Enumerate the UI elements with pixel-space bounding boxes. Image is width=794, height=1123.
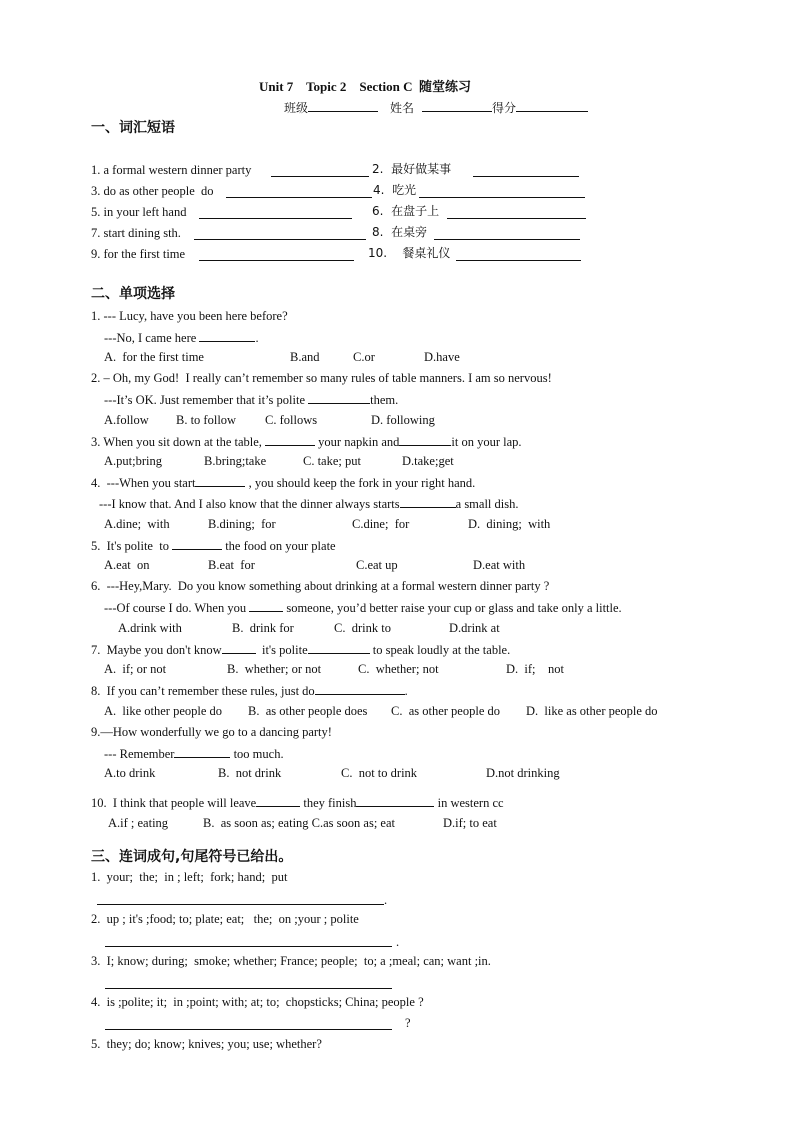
question-4-option-a[interactable]: A.dine; with — [104, 517, 170, 531]
question-1-prompt: 1. --- Lucy, have you been here before? — [91, 309, 288, 323]
question-7-blank-1[interactable] — [222, 642, 256, 654]
question-4-blank-1[interactable] — [195, 475, 245, 487]
ordering-answer-1[interactable] — [97, 904, 384, 905]
section-vocab-heading: 一、词汇短语 — [91, 120, 175, 136]
question-2-option-c[interactable]: C. follows — [265, 413, 318, 427]
question-10-blank-1[interactable] — [256, 795, 300, 807]
vocab-blank-2[interactable] — [473, 176, 579, 177]
question-5-option-b[interactable]: B.eat for — [208, 558, 255, 572]
ordering-item-4: 4. is ;polite; it; in ;point; with; at; to; chopsticks; China; people ? — [91, 995, 424, 1009]
ordering-answer-3[interactable] — [105, 988, 392, 989]
vocab-item-1: 1. a formal western dinner party — [91, 163, 252, 177]
ordering-item-5: 5. they; do; know; knives; you; use; whether? — [91, 1037, 322, 1051]
question-7-option-d[interactable]: D. if; not — [506, 662, 564, 676]
ordering-end-2: . — [396, 935, 400, 949]
question-1-option-c[interactable]: C.or — [353, 350, 375, 364]
section-choice-heading: 二、单项选择 — [91, 286, 175, 302]
vocab-item-8: 8. 在桌旁 — [372, 225, 428, 239]
question-6-option-d[interactable]: D.drink at — [449, 621, 500, 635]
question-8-option-c[interactable]: C. as other people do — [391, 704, 501, 718]
score-label: 得分 — [492, 101, 517, 115]
question-5-option-d[interactable]: D.eat with — [473, 558, 526, 572]
question-3-option-c[interactable]: C. take; put — [303, 454, 361, 468]
question-8-option-d[interactable]: D. like as other people do — [526, 704, 658, 718]
question-9-blank[interactable] — [174, 746, 230, 758]
question-1-option-d[interactable]: D.have — [424, 350, 460, 364]
question-1-option-b[interactable]: B.and — [290, 350, 320, 364]
question-4-option-c[interactable]: C.dine; for — [352, 517, 410, 531]
question-9-option-d[interactable]: D.not drinking — [486, 766, 560, 780]
question-6-prompt: 6. ---Hey,Mary. Do you know something about drinking at a formal western dinner party ? — [91, 579, 550, 593]
vocab-blank-1[interactable] — [271, 176, 369, 177]
question-2-prompt: 2. – Oh, my God! I really can’t remember so many rules of table manners. I am so nervous! — [91, 371, 552, 385]
vocab-blank-8[interactable] — [434, 239, 580, 240]
vocab-blank-9[interactable] — [199, 260, 354, 261]
question-6-reply: ---Of course I do. When you someone, you’d better raise your cup or glass and take only a little. — [104, 601, 622, 615]
question-4-prompt: 4. ---When you start , you should keep the fork in your right hand. — [91, 476, 476, 490]
question-8-blank[interactable] — [315, 683, 405, 695]
score-field[interactable] — [516, 100, 588, 112]
question-9-prompt: 9.—How wonderfully we go to a dancing party! — [91, 725, 332, 739]
question-2-option-b[interactable]: B. to follow — [176, 413, 237, 427]
question-2-blank[interactable] — [308, 392, 370, 404]
question-7-option-b[interactable]: B. whether; or not — [227, 662, 322, 676]
name-label: 姓名 — [390, 101, 415, 115]
question-6-option-c[interactable]: C. drink to — [334, 621, 391, 635]
question-4-option-b[interactable]: B.dining; for — [208, 517, 276, 531]
question-2-option-d[interactable]: D. following — [371, 413, 435, 427]
vocab-item-3: 3. do as other people do — [91, 184, 214, 198]
ordering-item-2: 2. up ; it's ;food; to; plate; eat; the; on ;your ; polite — [91, 912, 359, 926]
vocab-item-7: 7. start dining sth. — [91, 226, 181, 240]
question-2-reply: ---It’s OK. Just remember that it’s polite them. — [104, 393, 399, 407]
ordering-answer-4[interactable] — [105, 1029, 392, 1030]
page-title: Unit 7 Topic 2 Section C 随堂练习 — [259, 79, 471, 94]
question-5-option-a[interactable]: A.eat on — [104, 558, 150, 572]
question-1-option-a[interactable]: A. for the first time — [104, 350, 204, 364]
question-3-option-a[interactable]: A.put;bring — [104, 454, 162, 468]
vocab-blank-4[interactable] — [419, 197, 585, 198]
question-9-option-a[interactable]: A.to drink — [104, 766, 156, 780]
vocab-blank-5[interactable] — [199, 218, 352, 219]
question-6-blank[interactable] — [249, 600, 283, 612]
question-10-option-d[interactable]: D.if; to eat — [443, 816, 497, 830]
question-2-option-a[interactable]: A.follow — [104, 413, 149, 427]
vocab-blank-3[interactable] — [226, 197, 372, 198]
question-10-option-b-c[interactable]: B. as soon as; eating C.as soon as; eat — [203, 816, 395, 830]
question-10-blank-2[interactable] — [356, 795, 434, 807]
vocab-item-6: 6. 在盘子上 — [372, 204, 440, 218]
question-10-option-a[interactable]: A.if ; eating — [108, 816, 169, 830]
question-9-option-c[interactable]: C. not to drink — [341, 766, 418, 780]
vocab-blank-7[interactable] — [194, 239, 366, 240]
ordering-end-4: ? — [405, 1016, 411, 1030]
question-3-blank-2[interactable] — [399, 434, 451, 446]
vocab-item-2: 2. 最好做某事 — [372, 162, 452, 176]
vocab-blank-10[interactable] — [456, 260, 581, 261]
question-7-blank-2[interactable] — [308, 642, 370, 654]
question-3-option-d[interactable]: D.take;get — [402, 454, 454, 468]
ordering-item-1: 1. your; the; in ; left; fork; hand; put — [91, 870, 288, 884]
question-4-blank-2[interactable] — [400, 496, 456, 508]
question-6-option-b[interactable]: B. drink for — [232, 621, 294, 635]
question-3-blank-1[interactable] — [265, 434, 315, 446]
question-3-prompt: 3. When you sit down at the table, your napkin and it on your lap. — [91, 435, 522, 449]
vocab-item-5: 5. in your left hand — [91, 205, 187, 219]
question-7-prompt: 7. Maybe you don't know it's polite to speak loudly at the table. — [91, 643, 511, 657]
vocab-item-10: 10. 餐桌礼仪 — [368, 246, 451, 260]
question-5-option-c[interactable]: C.eat up — [356, 558, 398, 572]
question-8-option-a[interactable]: A. like other people do — [104, 704, 223, 718]
question-10-prompt: 10. I think that people will leave they finish in western cc — [91, 796, 504, 810]
ordering-answer-2[interactable] — [105, 946, 392, 947]
question-9-reply: --- Remember too much. — [104, 747, 284, 761]
question-8-option-b[interactable]: B. as other people does — [248, 704, 368, 718]
section-order-heading: 三、连词成句,句尾符号已给出。 — [91, 849, 293, 865]
question-5-prompt: 5. It's polite to the food on your plate — [91, 539, 336, 553]
vocab-item-9: 9. for the first time — [91, 247, 186, 261]
student-info-row — [284, 100, 588, 115]
question-6-option-a[interactable]: A.drink with — [118, 621, 182, 635]
question-3-option-b[interactable]: B.bring;take — [204, 454, 267, 468]
ordering-item-3: 3. I; know; during; smoke; whether; France; people; to; a ;meal; can; want ;in. — [91, 954, 491, 968]
class-field[interactable] — [308, 100, 378, 112]
ordering-end-1: . — [384, 893, 388, 907]
vocab-blank-6[interactable] — [447, 218, 586, 219]
question-7-option-a[interactable]: A. if; or not — [104, 662, 167, 676]
question-4-reply: ---I know that. And I also know that the dinner always starts a small dish. — [99, 497, 519, 511]
name-field[interactable] — [422, 100, 492, 112]
vocab-item-4: 4. 吃光 — [373, 183, 417, 197]
question-5-blank[interactable] — [172, 538, 222, 550]
question-8-prompt: 8. If you can’t remember these rules, just do . — [91, 684, 408, 698]
question-9-option-b[interactable]: B. not drink — [218, 766, 282, 780]
question-7-option-c[interactable]: C. whether; not — [358, 662, 439, 676]
question-1-reply: ---No, I came here . — [104, 331, 259, 345]
question-4-option-d[interactable]: D. dining; with — [468, 517, 551, 531]
question-1-blank[interactable] — [199, 330, 255, 342]
class-label: 班级 — [284, 101, 309, 115]
